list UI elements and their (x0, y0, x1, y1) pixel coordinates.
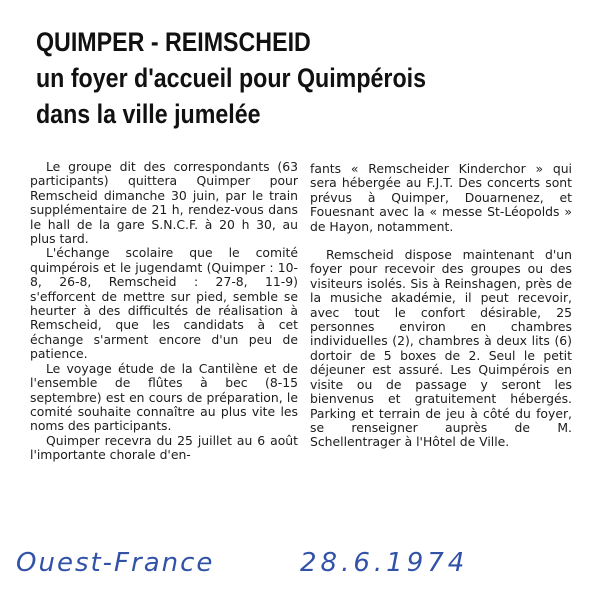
paragraph-study-trip: Le voyage étude de la Cantilène et de l'ensemble de flûtes à bec (8-15 septembre) est en cours de préparation, le comité souhaite connaître au plus vite les noms des participants. (30, 360, 298, 434)
paragraph-departure: Le groupe dit des correspondants (63 participants) quittera Quimper pour Remscheid dimanche 30 juin, par le train supplémentaire de 21 h, rendez-vous dans le hall de la gare S.N.C.F. à 20 h 30, au plus tard. (30, 159, 298, 247)
paragraph-school-exchange: L'échange scolaire que le comité quimpérois et le jugendamt (Quimper : 10-8, 26-8, Remscheid : 27-8, 11-9) s'efforcent de mettre sur pied, semble se heurter à des difficultés de réalisation à Remscheid, que les candidats à cet échange s'arment encore d'un peu de patience. (30, 245, 298, 362)
handwritten-date: 28.6.1974 (300, 548, 469, 578)
headline-line-3: dans la ville jumelée (36, 99, 261, 129)
article-right-column (310, 162, 572, 450)
headline-line-1: QUIMPER - REIMSCHEID (36, 27, 311, 57)
handwritten-source: Ouest-France (16, 548, 215, 578)
headline (36, 24, 500, 132)
paragraph-foyer: Remscheid dispose maintenant d'un foyer pour recevoir des groupes ou des visiteurs isolés. Sis à Reinshagen, près de la musiche akadémie, il peut recevoir, avec tout le confort désirable, 25 personnes environ en chambres individuelles (2), chambres à deux lits (6) dortoir de 5 boxes de 2. Seul le petit déjeuner est assuré. Les Quimpérois en visite ou de passage y seront les bienvenus et gratuitement hébergés. Parking et terrain de jeu à côté du foyer, se renseigner auprès de M. Schellentrager à l'Hôtel de Ville. (310, 247, 572, 450)
headline-line-2: un foyer d'accueil pour Quimpérois (36, 63, 427, 93)
article-left-column (30, 160, 298, 463)
paragraph-choir-visit: Quimper recevra du 25 juillet au 6 août l'importante chorale d'en- (30, 432, 298, 463)
paragraph-choir-continued: fants « Remscheider Kinderchor » qui sera hébergée au F.J.T. Des concerts sont prévus à Quimper, Douarnenez, et Fouesnant avec la « messe St-Léopolds » de Hayon, notamment. (310, 161, 572, 234)
